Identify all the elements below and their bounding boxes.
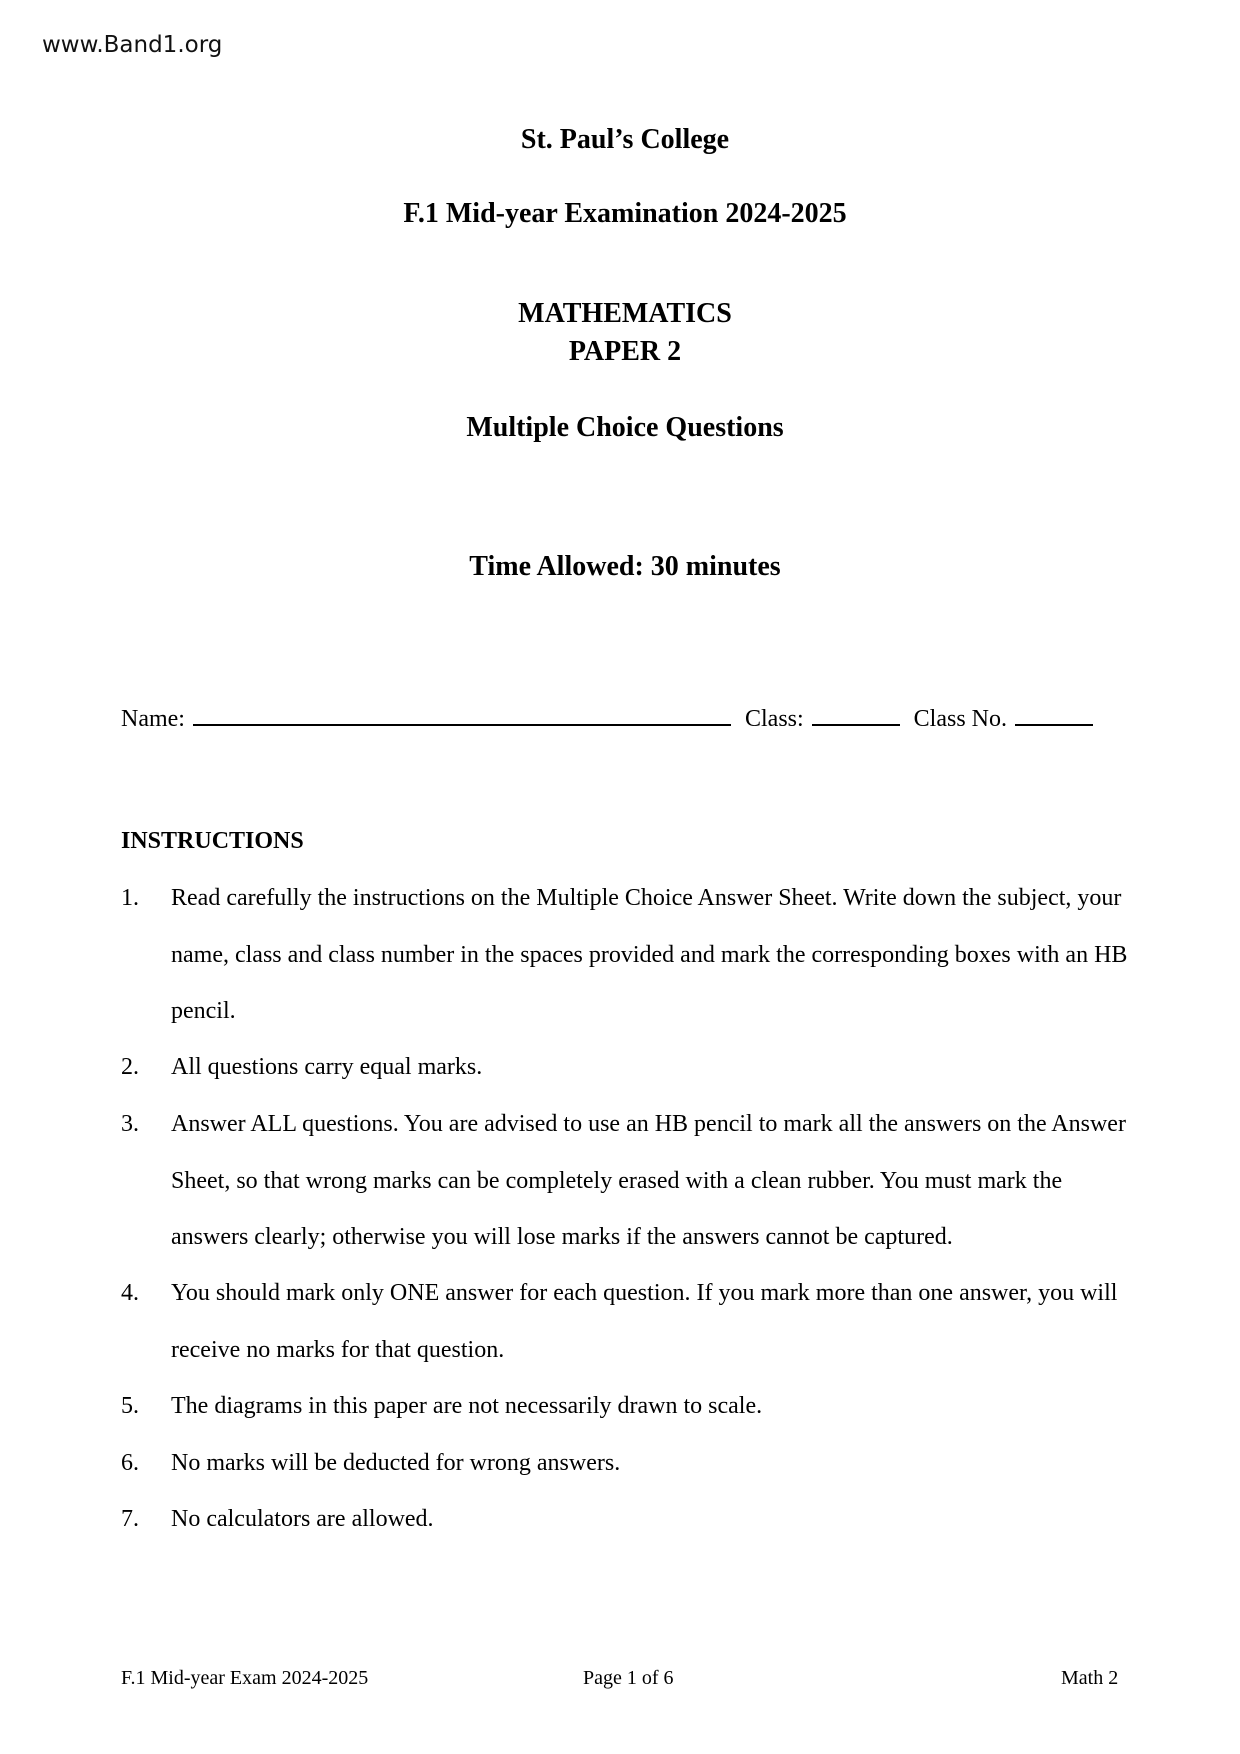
instruction-number: 7.	[121, 1506, 139, 1532]
instruction-number: 5.	[121, 1393, 139, 1419]
subject-title: MATHEMATICS	[518, 298, 732, 329]
name-label: Name:	[121, 706, 185, 732]
instruction-item	[121, 1378, 1131, 1435]
instruction-number: 1.	[121, 885, 139, 911]
instruction-number: 3.	[121, 1111, 139, 1137]
exam-title: F.1 Mid-year Examination 2024-2025	[403, 198, 847, 229]
instruction-item	[121, 1435, 1131, 1492]
instruction-item	[121, 1491, 1131, 1548]
name-blank[interactable]	[193, 704, 731, 726]
class-blank[interactable]	[812, 704, 900, 726]
instruction-item	[121, 1096, 1131, 1266]
class-no-label: Class No.	[913, 706, 1008, 732]
instruction-item	[121, 1265, 1131, 1378]
instruction-item	[121, 870, 1131, 1040]
student-info-line	[121, 704, 1093, 733]
instruction-text: No marks will be deducted for wrong answers.	[171, 1450, 621, 1476]
footer-paper-label: Math 2	[1061, 1667, 1119, 1689]
class-no-blank[interactable]	[1015, 704, 1093, 726]
footer-page-number: Page 1 of 6	[583, 1667, 674, 1689]
instruction-text: Read carefully the instructions on the Multiple Choice Answer Sheet. Write down the subject, your name, class and class number in the spaces provided and mark the corresponding boxes with an HB pencil.	[171, 885, 1128, 1024]
instruction-text: Answer ALL questions. You are advised to use an HB pencil to mark all the answers on the Answer Sheet, so that wrong marks can be completely erased with a clean rubber. You must mark the answers clearly; otherwise you will lose marks if the answers cannot be captured.	[171, 1111, 1126, 1250]
instruction-number: 6.	[121, 1450, 139, 1476]
school-name: St. Paul’s College	[520, 124, 730, 155]
section-title: Multiple Choice Questions	[466, 412, 784, 443]
paper-title: PAPER 2	[568, 336, 682, 367]
instruction-text: You should mark only ONE answer for each question. If you mark more than one answer, you will receive no marks for that question.	[171, 1280, 1118, 1363]
instruction-number: 4.	[121, 1280, 139, 1306]
instruction-text: All questions carry equal marks.	[171, 1054, 483, 1080]
instruction-number: 2.	[121, 1054, 139, 1080]
footer-exam-label: F.1 Mid-year Exam 2024-2025	[121, 1667, 369, 1689]
instruction-item	[121, 1039, 1131, 1096]
class-label: Class:	[744, 706, 804, 732]
instruction-text: The diagrams in this paper are not necessarily drawn to scale.	[171, 1393, 763, 1419]
instructions-title: INSTRUCTIONS	[121, 828, 304, 854]
watermark-url: www.Band1.org	[42, 32, 223, 58]
time-allowed: Time Allowed: 30 minutes	[469, 551, 781, 582]
instruction-text: No calculators are allowed.	[171, 1506, 434, 1532]
